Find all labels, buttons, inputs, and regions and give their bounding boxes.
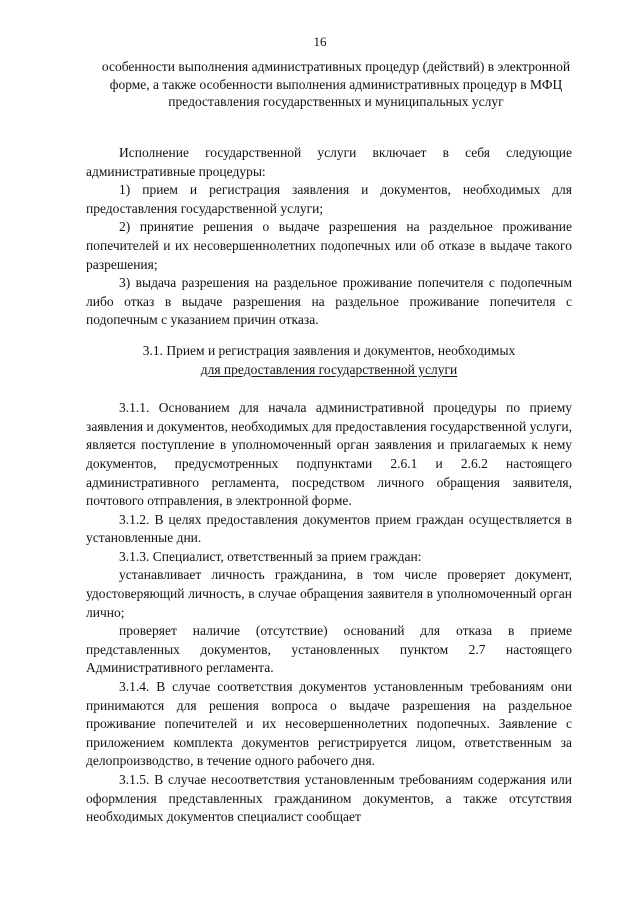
clause-3-1-3-item-a: устанавливает личность гражданина, в том числе проверяет документ, удостоверяющий личность, в случае обращения заявителя в уполномоченный орган лично; xyxy=(86,567,572,620)
procedure-item-3: 3) выдача разрешения на раздельное проживание попечителя с подопечным либо отказ в выдаче разрешения на раздельное проживание попечителя с подопечным с указанием причин отказа. xyxy=(86,275,572,328)
intro-paragraph: Исполнение государственной услуги включает в себя следующие административные процедуры: xyxy=(86,145,572,179)
procedure-item-1: 1) прием и регистрация заявления и документов, необходимых для предоставления государственной услуги; xyxy=(86,182,572,216)
clause-3-1-3: 3.1.3. Специалист, ответственный за прием граждан: xyxy=(119,548,422,564)
document-body xyxy=(86,144,572,827)
procedure-item-2: 2) принятие решения о выдаче разрешения на раздельное проживание попечителей и их несовершеннолетних подопечных или об отказе в выдаче такого разрешения; xyxy=(86,219,572,272)
subsection-title-line-1: 3.1. Прием и регистрация заявления и документов, необходимых xyxy=(142,342,516,358)
subsection-title-line-2: для предоставления государственной услуги xyxy=(200,361,458,377)
clause-3-1-4: 3.1.4. В случае соответствия документов установленным требованиям они принимаются для решения вопроса о выдаче разрешения на раздельное проживание попечителей и их несовершеннолетних подопечных. Заявление с приложением комплекта документов регистрируется лицом, ответственным за делопроизводство, в течение одного рабочего дня. xyxy=(86,679,572,769)
clause-3-1-3-item-b: проверяет наличие (отсутствие) оснований для отказа в приеме представленных документов, установленных пунктом 2.7 настоящего Административного регламента. xyxy=(86,623,572,676)
clause-3-1-2: 3.1.2. В целях предоставления документов прием граждан осуществляется в установленные дни. xyxy=(86,511,572,546)
page-number: 16 xyxy=(313,34,327,49)
clause-3-1-1: 3.1.1. Основанием для начала административной процедуры по приему заявления и документов, необходимых для предоставления государственной услуги, является поступление в уполномоченный орган заявления и прилагаемых к нему документов, предусмотренных подпунктами 2.6.1 и 2.6.2 настоящего административного регламента, посредством личного обращения заявителя, почтового отправления, в электронной форме. xyxy=(86,400,572,509)
section-title: особенности выполнения административных процедур (действий) в электронной форме, а также особенности выполнения административных процедур в МФЦ предоставления государственных и муниципальных услуг xyxy=(101,59,571,109)
clause-3-1-5: 3.1.5. В случае несоответствия установленным требованиям содержания или оформления представленных гражданином документов, а также отсутствия необходимых документов специалист сообщает xyxy=(86,772,572,825)
subsection-title xyxy=(86,342,572,379)
